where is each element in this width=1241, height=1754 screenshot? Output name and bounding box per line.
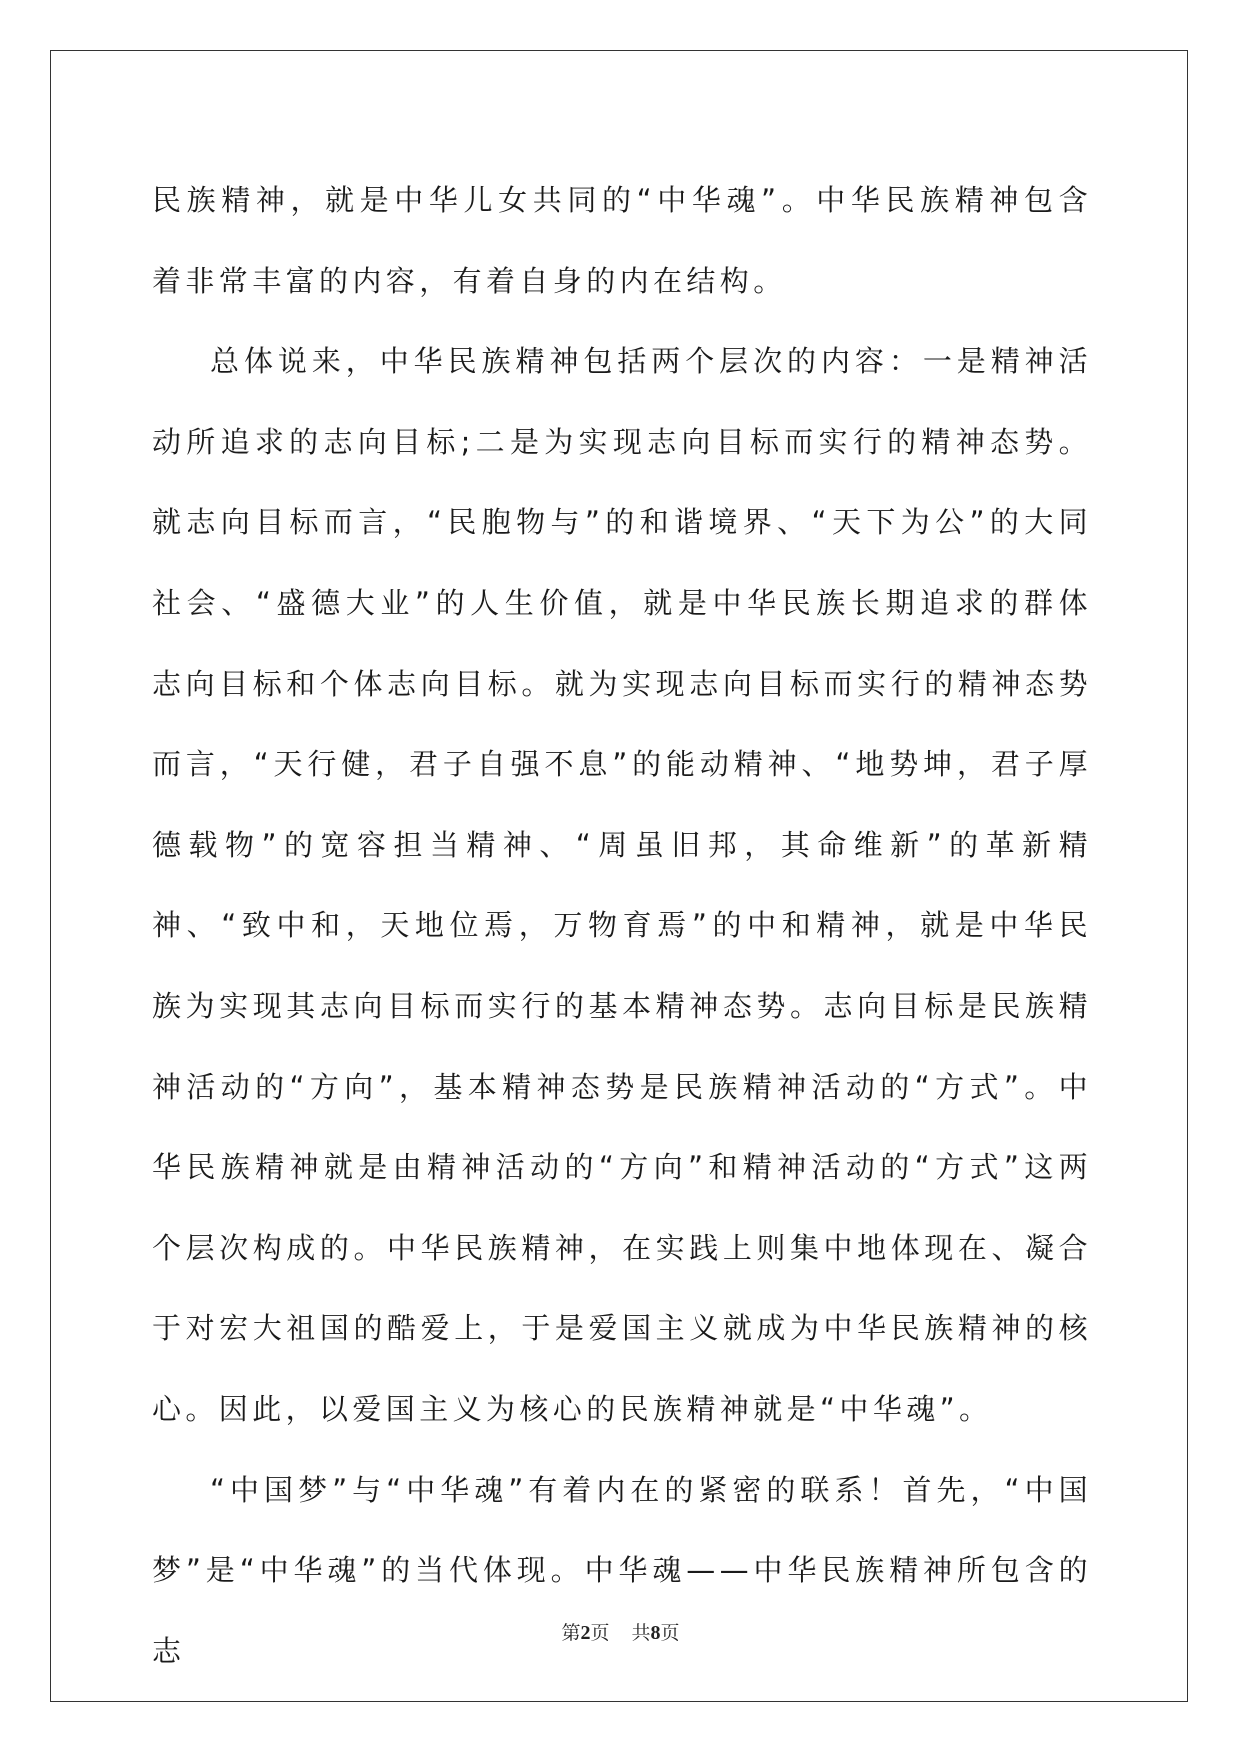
page-footer [0,1618,1241,1645]
page-number: 2 [580,1622,591,1644]
total-pages: 8 [650,1622,661,1644]
paragraph-1: 民族精神，就是中华儿女共同的“中华魂”。中华民族精神包含着非常丰富的内容，有着自身的内在结构。 [152,183,1092,298]
paragraph-3: “中国梦”与“中华魂”有着内在的紧密的联系！首先，“中国梦”是“中华魂”的当代体现。中华魂——中华民族精神所包含的志 [152,1472,1092,1668]
paragraph-2: 总体说来，中华民族精神包括两个层次的内容：一是精神活动所追求的志向目标;二是为实现志向目标而实行的精神态势。就志向目标而言，“民胞物与”的和谐境界、“天下为公”的大同社会、“盛德大业”的人生价值，就是中华民族长期追求的群体志向目标和个体志向目标。就为实现志向目标而实行的精神态势而言，“天行健，君子自强不息”的能动精神、“地势坤，君子厚德载物”的宽容担当精神、“周虽旧邦，其命维新”的革新精神、“致中和，天地位焉，万物育焉”的中和精神，就是中华民族为实现其志向目标而实行的基本精神态势。志向目标是民族精神活动的“方向”，基本精神态势是民族精神活动的“方式”。中华民族精神就是由精神活动的“方向”和精神活动的“方式”这两个层次构成的。中华民族精神，在实践上则集中地体现在、凝合于对宏大祖国的酷爱上，于是爱国主义就成为中华民族精神的核心。因此，以爱国主义为核心的民族精神就是“中华魂”。 [152,344,1092,1426]
page-suffix: 页 [590,1622,610,1644]
total-prefix: 共 [631,1622,651,1644]
total-suffix: 页 [660,1622,680,1644]
document-body [152,160,1092,1691]
page-prefix: 第 [561,1622,581,1644]
